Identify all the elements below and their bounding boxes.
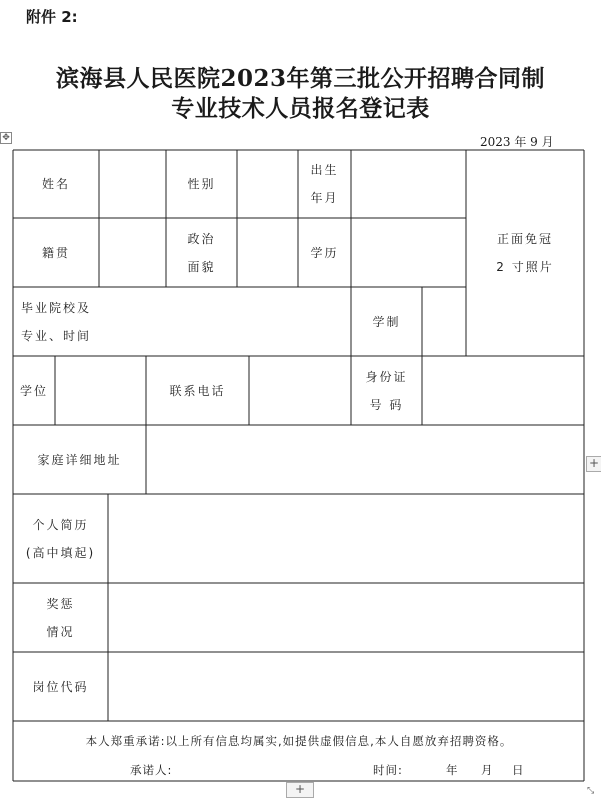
form-date: 2023 年 9 月 (480, 135, 554, 149)
duration-field[interactable] (423, 288, 465, 355)
duration-label: 学制 (372, 314, 401, 329)
resume-label: 个人简历 (高中填起) (25, 517, 96, 560)
education-field[interactable] (352, 219, 465, 286)
day-label: 日 (512, 763, 525, 777)
birth-field[interactable] (352, 151, 465, 217)
gender-field[interactable] (238, 151, 297, 217)
position-code-label: 岗位代码 (32, 679, 89, 694)
native-field[interactable] (100, 219, 165, 286)
birth-label: 出生 年月 (310, 163, 339, 205)
position-code-field[interactable] (109, 653, 583, 720)
page-title: 滨海县人民医院2023年第三批公开招聘合同制 (55, 65, 545, 92)
pledge-text: 本人郑重承诺:以上所有信息均属实,如提供虚假信息,本人自愿放弃招聘资格。 (85, 734, 513, 748)
resume-field[interactable] (109, 495, 583, 582)
degree-label: 学位 (19, 383, 48, 398)
address-field[interactable] (147, 426, 583, 493)
month-label: 月 (481, 763, 494, 777)
id-field[interactable] (423, 357, 583, 424)
name-field[interactable] (100, 151, 165, 217)
gender-label: 性别 (187, 177, 216, 191)
year-label: 年 (446, 763, 459, 777)
page-subtitle: 专业技术人员报名登记表 (171, 95, 430, 122)
time-label: 时间: (373, 763, 403, 777)
add-column-plus-icon[interactable]: + (586, 456, 601, 472)
degree-field[interactable] (56, 357, 145, 424)
add-row-plus-icon[interactable]: + (286, 782, 314, 798)
id-label: 身份证 号 码 (365, 369, 408, 412)
phone-field[interactable] (250, 357, 350, 424)
education-label: 学历 (310, 245, 339, 260)
signer-field[interactable] (185, 758, 345, 778)
phone-label: 联系电话 (169, 383, 226, 398)
photo-box[interactable]: 正面免冠 2 寸照片 (496, 232, 554, 274)
school-label: 毕业院校及 专业、时间 (20, 300, 91, 343)
signer-label: 承诺人: (130, 763, 173, 777)
address-label: 家庭详细地址 (37, 452, 122, 467)
awards-label: 奖惩 情况 (46, 596, 75, 639)
political-label: 政治 面貌 (187, 231, 216, 274)
awards-field[interactable] (109, 584, 583, 651)
political-field[interactable] (238, 219, 297, 286)
name-label: 姓名 (41, 177, 70, 191)
table-move-icon[interactable]: ✥ (0, 132, 12, 144)
school-field[interactable] (100, 288, 350, 355)
table-resize-icon[interactable]: ⤡ (587, 786, 595, 796)
attachment-label: 附件 2: (26, 8, 78, 26)
native-label: 籍贯 (41, 245, 70, 260)
